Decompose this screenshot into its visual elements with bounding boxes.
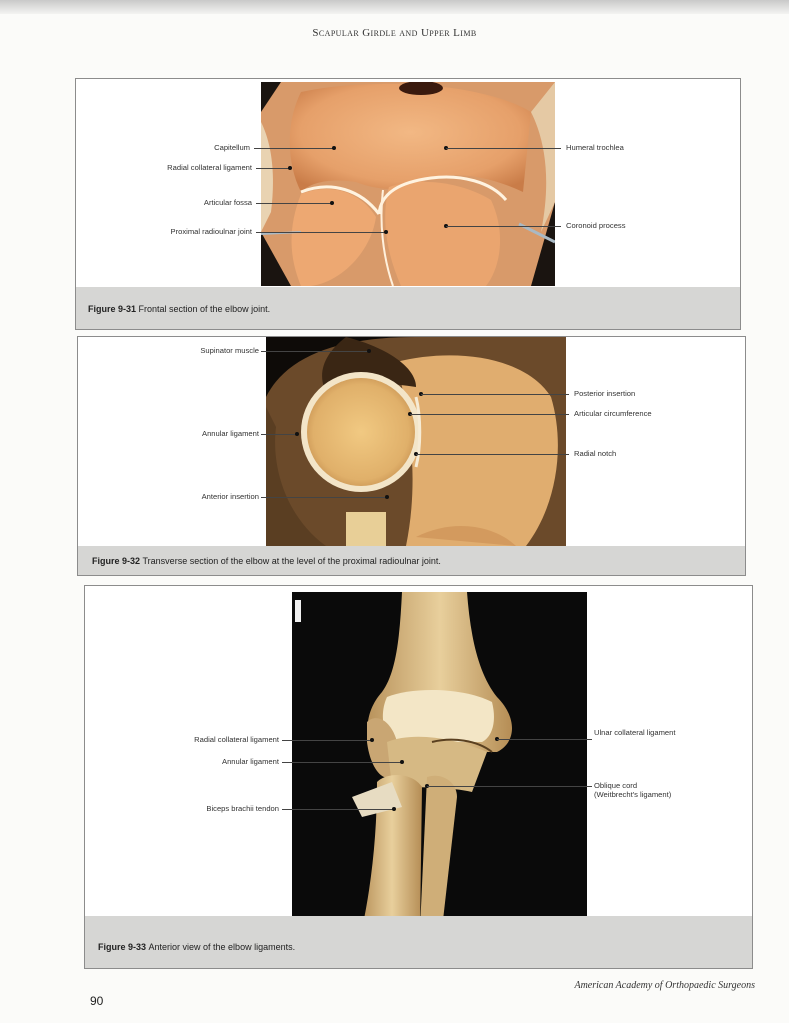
figure-caption-text: Frontal section of the elbow joint. — [138, 304, 271, 314]
leader-dot — [370, 738, 374, 742]
leader-line — [410, 414, 569, 415]
leader-line — [261, 434, 297, 435]
label-proximal-radioulnar-joint: Proximal radioulnar joint — [170, 227, 252, 236]
leader-dot — [332, 146, 336, 150]
label-weitbrechts-ligament: (Weitbrecht's ligament) — [594, 790, 672, 799]
leader-line — [282, 809, 394, 810]
label-supinator-muscle: Supinator muscle — [200, 346, 259, 355]
leader-line — [421, 394, 569, 395]
label-annular-ligament: Annular ligament — [222, 757, 279, 766]
elbow-ligaments-anterior-image — [292, 592, 587, 929]
figure-caption-text: Transverse section of the elbow at the level of the proximal radioulnar joint. — [142, 556, 441, 566]
figure-9-32-caption — [92, 556, 441, 566]
leader-line — [256, 203, 332, 204]
leader-line — [282, 762, 402, 763]
elbow-transverse-section-image — [266, 337, 566, 546]
label-humeral-trochlea: Humeral trochlea — [566, 143, 624, 152]
label-oblique-cord: Oblique cord — [594, 781, 638, 790]
figure-9-32-panel — [77, 336, 746, 576]
leader-dot — [295, 432, 299, 436]
label-annular-ligament: Annular ligament — [202, 429, 259, 438]
figure-number: Figure 9-31 — [88, 304, 139, 314]
leader-line — [446, 148, 561, 149]
leader-line — [497, 739, 592, 740]
label-biceps-brachii-tendon: Biceps brachii tendon — [206, 804, 279, 813]
figure-9-31-photo — [261, 82, 555, 286]
leader-dot — [288, 166, 292, 170]
leader-dot — [384, 230, 388, 234]
figure-9-32-photo — [266, 337, 566, 546]
figure-number: Figure 9-33 — [98, 942, 149, 952]
running-head: Scapular Girdle and Upper Limb — [312, 27, 477, 39]
elbow-frontal-section-image — [261, 82, 555, 286]
leader-line — [256, 168, 290, 169]
leader-line — [427, 786, 592, 787]
leader-dot — [385, 495, 389, 499]
leader-dot — [330, 201, 334, 205]
leader-line — [261, 497, 387, 498]
label-coronoid-process: Coronoid process — [566, 221, 626, 230]
publisher-footer: American Academy of Orthopaedic Surgeons — [574, 980, 755, 991]
page-number: 90 — [90, 994, 104, 1008]
label-radial-collateral-ligament: Radial collateral ligament — [167, 163, 252, 172]
leader-line — [446, 226, 561, 227]
leader-line — [282, 740, 372, 741]
figure-9-33-photo — [292, 592, 587, 929]
label-capitellum: Capitellum — [214, 143, 250, 152]
figure-caption-text: Anterior view of the elbow ligaments. — [148, 942, 296, 952]
leader-dot — [400, 760, 404, 764]
label-articular-fossa: Articular fossa — [203, 198, 252, 207]
label-anterior-insertion: Anterior insertion — [201, 492, 259, 501]
figure-9-33-panel — [84, 585, 753, 969]
label-posterior-insertion: Posterior insertion — [574, 389, 636, 398]
label-radial-notch: Radial notch — [574, 449, 617, 458]
figure-number: Figure 9-32 — [92, 556, 143, 566]
leader-dot — [367, 349, 371, 353]
leader-line — [256, 232, 386, 233]
scan-shadow — [0, 0, 789, 14]
leader-line — [254, 148, 334, 149]
figure-9-31-panel — [75, 78, 741, 330]
leader-line — [416, 454, 569, 455]
label-ulnar-collateral-ligament: Ulnar collateral ligament — [594, 728, 676, 737]
label-radial-collateral-ligament: Radial collateral ligament — [194, 735, 279, 744]
leader-dot — [392, 807, 396, 811]
label-articular-circumference: Articular circumference — [574, 409, 652, 418]
figure-9-31-caption — [88, 304, 270, 314]
figure-9-33-caption — [98, 942, 295, 952]
leader-line — [261, 351, 369, 352]
